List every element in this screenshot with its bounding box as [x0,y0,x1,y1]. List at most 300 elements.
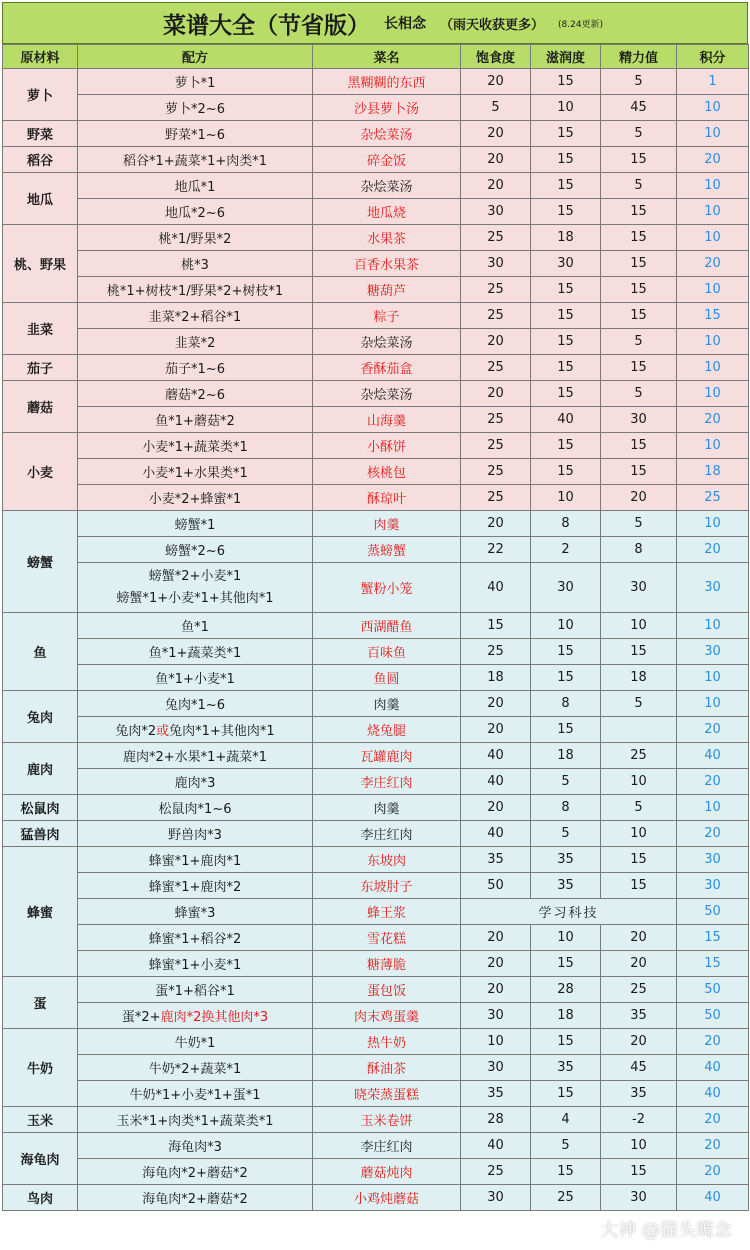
table-row [3,1185,749,1211]
page-title: 菜谱大全（节省版） [163,11,370,39]
table-row [3,691,749,717]
recipe-cell [78,795,313,821]
recipe-cell [78,407,313,433]
satiety-cell: 20 [461,951,531,977]
satiety-cell: 20 [461,511,531,537]
dish-cell: 杂烩菜汤 [313,173,461,199]
ingredient-cell: 蛋 [3,977,78,1029]
recipe-cell [78,147,313,173]
points-cell: 50 [677,899,749,925]
dish-cell: 肉羹 [313,691,461,717]
dish-cell: 山海羹 [313,407,461,433]
dish-cell: 小酥饼 [313,433,461,459]
recipe-cell [78,925,313,951]
energy-cell: 30 [601,1185,677,1211]
recipe-cell [78,381,313,407]
dish-cell: 雪花糕 [313,925,461,951]
dish-cell: 香酥茄盒 [313,355,461,381]
table-row [3,1029,749,1055]
recipe-text: 小麦*1+蔬菜类*1 [142,440,248,455]
dish-cell: 百香水果茶 [313,251,461,277]
ingredient-cell: 鱼 [3,613,78,691]
points-cell: 10 [677,173,749,199]
energy-cell: 15 [601,433,677,459]
table-row [3,225,749,251]
recipe-text: 蘑菇*2~6 [165,388,225,403]
moisture-cell: 15 [531,355,601,381]
ingredient-cell: 螃蟹 [3,511,78,613]
recipe-text: 小麦*1+水果类*1 [142,466,248,481]
moisture-cell: 15 [531,1081,601,1107]
moisture-cell: 15 [531,459,601,485]
energy-cell: 5 [601,121,677,147]
col-header-moisture: 滋润度 [531,45,601,69]
points-cell: 15 [677,303,749,329]
satiety-cell: 35 [461,1081,531,1107]
recipe-text-tail: 兔肉*1+其他肉*1 [169,724,275,739]
recipe-cell [78,1159,313,1185]
recipe-text: 蜂蜜*1+小麦*1 [148,958,242,973]
energy-cell: 5 [601,381,677,407]
energy-cell: 25 [601,743,677,769]
recipe-cell [78,537,313,563]
ingredient-cell: 松鼠肉 [3,795,78,821]
moisture-cell: 15 [531,665,601,691]
recipe-cell [78,899,313,925]
satiety-cell: 25 [461,639,531,665]
recipe-text: 萝卜*1 [174,76,216,91]
dish-cell: 热牛奶 [313,1029,461,1055]
table-header-row [3,45,749,69]
moisture-cell: 10 [531,95,601,121]
table-row [3,1003,749,1029]
recipe-text: 小麦*2+蜂蜜*1 [148,492,242,507]
recipe-cell [78,1185,313,1211]
col-header-energy: 精力值 [601,45,677,69]
satiety-cell: 28 [461,1107,531,1133]
points-cell: 40 [677,743,749,769]
ingredient-cell: 韭菜 [3,303,78,355]
recipe-cell [78,303,313,329]
moisture-cell: 15 [531,329,601,355]
recipe-text: 鹿肉*2+水果*1+蔬菜*1 [122,750,268,765]
points-cell: 10 [677,795,749,821]
moisture-cell: 15 [531,1159,601,1185]
satiety-cell: 10 [461,1029,531,1055]
recipe-line: 螃蟹*2+小麦*1 [148,568,242,584]
moisture-cell: 18 [531,225,601,251]
points-cell: 10 [677,95,749,121]
moisture-cell: 15 [531,717,601,743]
recipe-cell [78,95,313,121]
ingredient-cell: 野菜 [3,121,78,147]
table-row [3,407,749,433]
dish-cell: 肉羹 [313,795,461,821]
dish-cell: 酥琼叶 [313,485,461,511]
dish-cell: 李庄红肉 [313,1133,461,1159]
satiety-cell: 20 [461,173,531,199]
table-row [3,95,749,121]
ingredient-cell: 桃、野果 [3,225,78,303]
energy-cell: 35 [601,1081,677,1107]
ingredient-cell: 小麦 [3,433,78,511]
recipe-cell [78,717,313,743]
recipe-cell [78,1003,313,1029]
moisture-cell: 8 [531,795,601,821]
recipe-text: 玉米*1+肉类*1+蔬菜类*1 [116,1114,274,1129]
ingredient-cell: 玉米 [3,1107,78,1133]
recipe-cell [78,329,313,355]
points-cell: 25 [677,485,749,511]
table-row [3,147,749,173]
points-cell: 10 [677,225,749,251]
satiety-cell: 25 [461,459,531,485]
col-header-recipe: 配方 [78,45,313,69]
recipe-cell [78,277,313,303]
dish-cell: 东坡肘子 [313,873,461,899]
recipe-text: 野兽肉*3 [168,828,222,843]
moisture-cell: 15 [531,147,601,173]
table-row [3,769,749,795]
points-cell: 20 [677,147,749,173]
moisture-cell: 10 [531,485,601,511]
satiety-cell: 25 [461,355,531,381]
recipe-cell [78,459,313,485]
recipe-text: 蜂蜜*1+鹿肉*2 [148,880,242,895]
recipe-cell [78,433,313,459]
satiety-cell: 40 [461,769,531,795]
satiety-cell: 20 [461,795,531,821]
points-cell: 15 [677,951,749,977]
dish-cell: 玉米卷饼 [313,1107,461,1133]
satiety-cell: 30 [461,1003,531,1029]
dish-cell: 西湖醋鱼 [313,613,461,639]
dish-cell: 核桃包 [313,459,461,485]
dish-cell: 蜂王浆 [313,899,461,925]
energy-cell: 8 [601,537,677,563]
energy-cell [601,717,677,743]
dish-cell: 糖薄脆 [313,951,461,977]
satiety-cell: 25 [461,485,531,511]
points-cell: 20 [677,769,749,795]
moisture-cell: 15 [531,277,601,303]
recipe-text: 鱼*1 [181,620,209,635]
satiety-cell: 20 [461,121,531,147]
points-cell: 50 [677,1003,749,1029]
recipe-text: 牛奶*1 [174,1036,216,1051]
recipe-cell [78,743,313,769]
ingredient-cell: 兔肉 [3,691,78,743]
points-cell: 1 [677,69,749,95]
points-cell: 20 [677,717,749,743]
table-row [3,381,749,407]
table-row [3,511,749,537]
points-cell: 50 [677,977,749,1003]
ingredient-cell: 猛兽肉 [3,821,78,847]
title-note: （雨天收获更多） [440,17,545,33]
table-body [3,69,749,1211]
recipe-cell [78,1055,313,1081]
table-row [3,251,749,277]
moisture-cell: 28 [531,977,601,1003]
points-cell: 10 [677,199,749,225]
recipe-text: 韭菜*2+稻谷*1 [148,310,242,325]
col-header-points: 积分 [677,45,749,69]
satiety-cell: 20 [461,147,531,173]
recipe-cell [78,1133,313,1159]
table-row [3,665,749,691]
points-cell: 20 [677,1107,749,1133]
recipe-or: 或 [156,724,170,739]
table-row [3,303,749,329]
dish-cell: 沙县萝卜汤 [313,95,461,121]
moisture-cell: 18 [531,743,601,769]
satiety-cell: 20 [461,691,531,717]
satiety-cell: 20 [461,69,531,95]
moisture-cell: 15 [531,303,601,329]
recipe-text: 地瓜*2~6 [165,206,225,221]
satiety-cell: 25 [461,225,531,251]
moisture-cell: 30 [531,563,601,613]
table-row [3,821,749,847]
recipe-text: 海龟肉*2+蘑菇*2 [142,1192,248,1207]
dish-cell: 黑糊糊的东西 [313,69,461,95]
recipe-cell [78,665,313,691]
satiety-cell: 25 [461,303,531,329]
energy-cell: 15 [601,1159,677,1185]
table-row [3,277,749,303]
col-header-dish: 菜名 [313,45,461,69]
table-row [3,537,749,563]
table-row [3,925,749,951]
dish-cell: 李庄红肉 [313,769,461,795]
ingredient-cell: 稻谷 [3,147,78,173]
moisture-cell: 15 [531,121,601,147]
moisture-cell: 35 [531,847,601,873]
recipe-cell [78,639,313,665]
satiety-cell: 25 [461,407,531,433]
points-cell: 10 [677,277,749,303]
recipe-text: 蜂蜜*3 [174,906,216,921]
table-row [3,1133,749,1159]
recipe-text: 蜂蜜*1+稻谷*2 [148,932,242,947]
satiety-cell: 30 [461,251,531,277]
dish-cell: 碎金饭 [313,147,461,173]
energy-cell: 5 [601,69,677,95]
moisture-cell: 15 [531,1029,601,1055]
ingredient-cell: 地瓜 [3,173,78,225]
recipe-text: 松鼠肉*1~6 [158,802,232,817]
author-name: 长相念 [384,16,426,32]
energy-cell: 45 [601,95,677,121]
dish-cell: 蛋包饭 [313,977,461,1003]
recipe-cell [78,69,313,95]
moisture-cell: 15 [531,69,601,95]
energy-cell: 10 [601,769,677,795]
recipe-cell [78,847,313,873]
recipe-text: 螃蟹*2~6 [165,544,225,559]
moisture-cell: 40 [531,407,601,433]
title-bar [2,2,748,44]
recipe-text: 蛋*2+ [121,1010,161,1025]
recipe-cell [78,121,313,147]
points-cell: 20 [677,537,749,563]
recipe-text: 韭菜*2 [174,336,216,351]
points-cell: 10 [677,381,749,407]
satiety-cell: 20 [461,717,531,743]
energy-cell: 15 [601,459,677,485]
energy-cell: 10 [601,613,677,639]
dish-cell: 水果茶 [313,225,461,251]
ingredient-cell: 海龟肉 [3,1133,78,1185]
col-header-ingredient: 原材料 [3,45,78,69]
energy-cell: 10 [601,821,677,847]
energy-cell: 15 [601,303,677,329]
moisture-cell: 15 [531,639,601,665]
table-row [3,639,749,665]
points-cell: 40 [677,1185,749,1211]
table-row [3,1081,749,1107]
recipe-text: 海龟肉*2+蘑菇*2 [142,1166,248,1181]
table-row [3,173,749,199]
table-row [3,121,749,147]
dish-cell: 酥油茶 [313,1055,461,1081]
ingredient-cell: 鸟肉 [3,1185,78,1211]
recipe-cell [78,1107,313,1133]
recipe-text: 海龟肉*3 [168,1140,222,1155]
satiety-cell: 20 [461,381,531,407]
table-row [3,951,749,977]
satiety-cell: 22 [461,537,531,563]
recipe-text: 螃蟹*1 [174,518,216,533]
recipe-text: 鱼*1+蔬菜类*1 [148,646,242,661]
satiety-cell: 40 [461,1133,531,1159]
recipe-text: 萝卜*2~6 [165,102,225,117]
recipe-table [2,44,749,1211]
points-cell: 30 [677,847,749,873]
dish-cell: 杂烩菜汤 [313,381,461,407]
points-cell: 30 [677,873,749,899]
dish-cell: 杂烩菜汤 [313,329,461,355]
dish-cell: 肉末鸡蛋羹 [313,1003,461,1029]
energy-cell: 20 [601,951,677,977]
table-row [3,485,749,511]
satiety-cell: 25 [461,433,531,459]
recipe-text: 鹿肉*3 [174,776,216,791]
recipe-text: 蛋*1+稻谷*1 [155,984,235,999]
table-row [3,199,749,225]
recipe-text: 桃*3 [181,258,209,273]
moisture-cell: 2 [531,537,601,563]
energy-cell: 35 [601,1003,677,1029]
satiety-cell: 35 [461,847,531,873]
satiety-cell: 30 [461,1055,531,1081]
recipe-cell [78,873,313,899]
energy-cell: 30 [601,407,677,433]
energy-cell: 5 [601,329,677,355]
points-cell: 20 [677,251,749,277]
moisture-cell: 8 [531,511,601,537]
recipe-line: 螃蟹*1+小麦*1+其他肉*1 [116,590,274,606]
recipe-cell [78,1029,313,1055]
moisture-cell: 10 [531,925,601,951]
recipe-cell [78,225,313,251]
satiety-cell: 30 [461,199,531,225]
col-header-satiety: 饱食度 [461,45,531,69]
satiety-cell: 40 [461,743,531,769]
recipe-note: 鹿肉*2换其他肉*3 [160,1010,269,1025]
satiety-cell: 40 [461,563,531,613]
recipe-text: 兔肉*1~6 [165,698,225,713]
moisture-cell: 5 [531,1133,601,1159]
energy-cell: 5 [601,795,677,821]
dish-cell: 鱼圆 [313,665,461,691]
dish-cell: 李庄红肉 [313,821,461,847]
table-row [3,795,749,821]
satiety-cell: 25 [461,1159,531,1185]
ingredient-cell: 鹿肉 [3,743,78,795]
moisture-cell: 4 [531,1107,601,1133]
energy-cell: 15 [601,847,677,873]
recipe-cell [78,977,313,1003]
moisture-cell: 5 [531,821,601,847]
recipe-cell [78,355,313,381]
satiety-cell: 40 [461,821,531,847]
table-row [3,1107,749,1133]
recipe-cell [78,1081,313,1107]
energy-cell: 5 [601,511,677,537]
satiety-cell: 25 [461,277,531,303]
table-row [3,355,749,381]
recipe-text: 牛奶*2+蔬菜*1 [148,1062,242,1077]
dish-cell: 晓荣蒸蛋糕 [313,1081,461,1107]
recipe-cell [78,563,313,613]
energy-cell: 30 [601,563,677,613]
table-row [3,69,749,95]
moisture-cell: 25 [531,1185,601,1211]
energy-cell: 5 [601,691,677,717]
moisture-cell: 5 [531,769,601,795]
ingredient-cell: 蘑菇 [3,381,78,433]
moisture-cell: 30 [531,251,601,277]
recipe-text: 野菜*1~6 [165,128,225,143]
table-row [3,563,749,613]
dish-cell: 肉羹 [313,511,461,537]
ingredient-cell: 牛奶 [3,1029,78,1107]
recipe-cell [78,951,313,977]
table-row [3,1055,749,1081]
energy-cell: 15 [601,873,677,899]
points-cell: 10 [677,121,749,147]
watermark: 大神 @猫头鹰念 [600,1220,732,1241]
energy-cell: 45 [601,1055,677,1081]
energy-cell: 10 [601,1133,677,1159]
points-cell: 10 [677,355,749,381]
energy-cell: 15 [601,199,677,225]
recipe-text: 茄子*1~6 [165,362,225,377]
table-row [3,433,749,459]
points-cell: 20 [677,1133,749,1159]
moisture-cell: 10 [531,613,601,639]
ingredient-cell: 萝卜 [3,69,78,121]
moisture-cell: 18 [531,1003,601,1029]
recipe-text: 蜂蜜*1+鹿肉*1 [148,854,242,869]
moisture-cell: 15 [531,381,601,407]
points-cell: 10 [677,665,749,691]
recipe-cell [78,485,313,511]
energy-cell: 5 [601,173,677,199]
dish-cell: 粽子 [313,303,461,329]
